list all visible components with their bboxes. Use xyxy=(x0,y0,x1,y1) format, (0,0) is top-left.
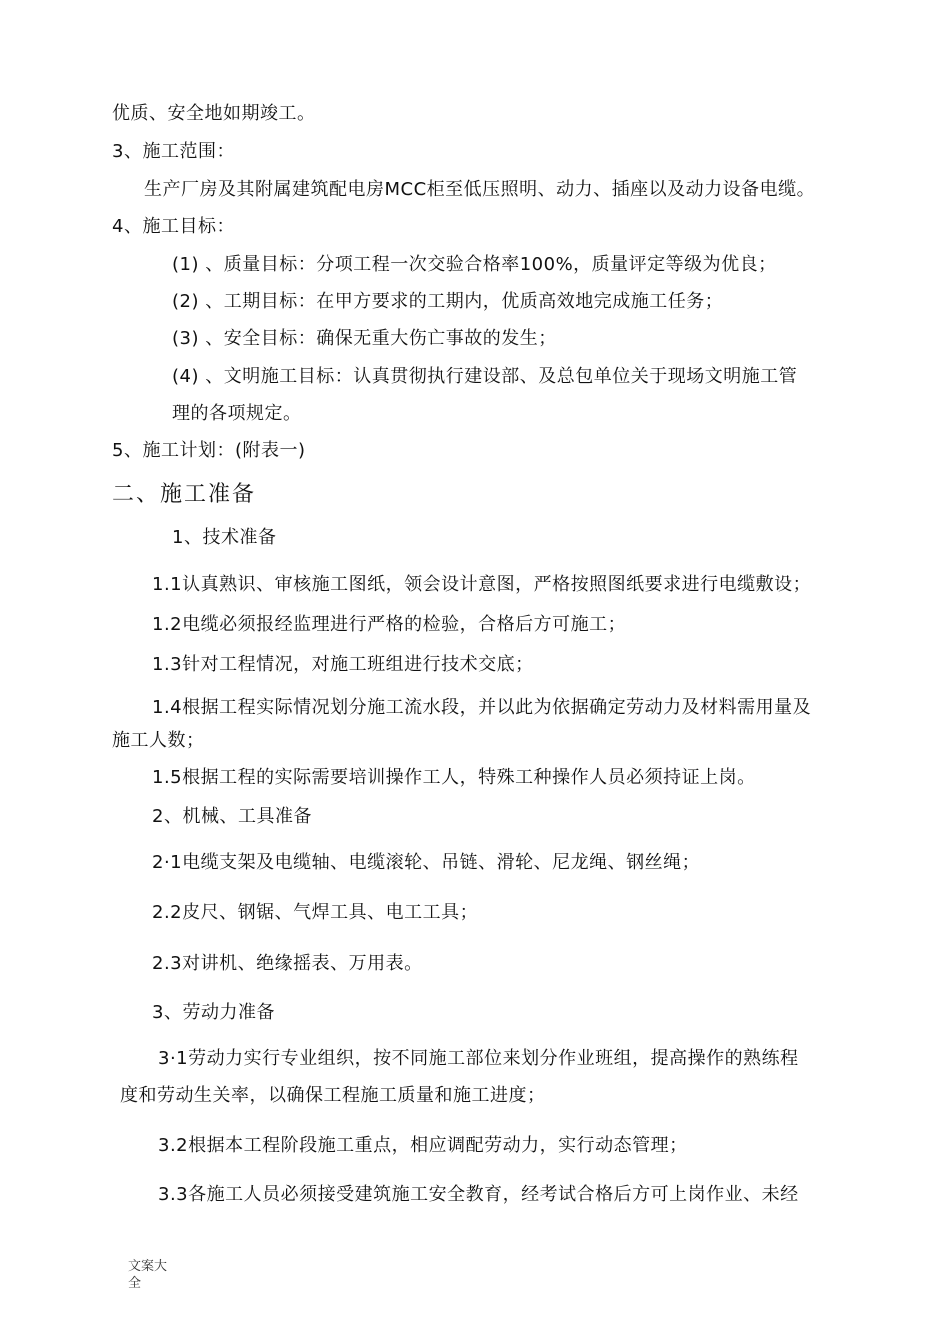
text-line: 2.2皮尺、钢锯、气焊工具、电工工具； xyxy=(152,902,479,923)
subsection-heading: 1、技术准备 xyxy=(172,527,277,548)
section-heading: 4、施工目标： xyxy=(112,216,235,237)
text-line: 3.3各施工人员必须接受建筑施工安全教育，经考试合格后方可上岗作业、未经 xyxy=(158,1184,799,1205)
text-line-continuation: 度和劳动生关率，以确保工程施工质量和施工进度； xyxy=(120,1085,546,1106)
text-line: 1.5根据工程的实际需要培训操作工人，特殊工种操作人员必须持证上岗。 xyxy=(152,767,756,788)
list-item: (3) 、安全目标：确保无重大伤亡事故的发生； xyxy=(172,328,557,349)
page-footer: 文案大全 xyxy=(128,1259,168,1291)
section-heading: 3、施工范围： xyxy=(112,141,235,162)
list-item-continuation: 理的各项规定。 xyxy=(172,403,302,424)
subsection-heading: 2、机械、工具准备 xyxy=(152,806,312,827)
text-line: 1.1认真熟识、审核施工图纸，领会设计意图，严格按照图纸要求进行电缆敷设； xyxy=(152,574,812,595)
text-line: 1.3针对工程情况，对施工班组进行技术交底； xyxy=(152,654,534,675)
text-line-continuation: 施工人数； xyxy=(112,730,205,751)
list-item: (1) 、质量目标：分项工程一次交验合格率100%，质量评定等级为优良； xyxy=(172,254,777,275)
section-heading: 5、施工计划：(附表一) xyxy=(112,440,306,461)
text-line: 1.4根据工程实际情况划分施工流水段，并以此为依据确定劳动力及材料需用量及 xyxy=(152,697,812,718)
text-line: 3.2根据本工程阶段施工重点，相应调配劳动力，实行动态管理； xyxy=(158,1135,688,1156)
chapter-heading: 二、施工准备 xyxy=(112,482,257,507)
text-line: 2.3对讲机、绝缘摇表、万用表。 xyxy=(152,953,423,974)
list-item: (4) 、文明施工目标：认真贯彻执行建设部、及总包单位关于现场文明施工管 xyxy=(172,366,798,387)
text-line: 1.2电缆必须报经监理进行严格的检验，合格后方可施工； xyxy=(152,614,627,635)
text-line: 生产厂房及其附属建筑配电房MCC柜至低压照明、动力、插座以及动力设备电缆。 xyxy=(144,179,816,200)
list-item: (2) 、工期目标：在甲方要求的工期内，优质高效地完成施工任务； xyxy=(172,291,724,312)
subsection-heading: 3、劳动力准备 xyxy=(152,1002,275,1023)
text-line: 2·1电缆支架及电缆轴、电缆滚轮、吊链、滑轮、尼龙绳、钢丝绳； xyxy=(152,852,701,873)
text-line: 优质、安全地如期竣工。 xyxy=(112,103,316,124)
text-line: 3·1劳动力实行专业组织，按不同施工部位来划分作业班组，提高操作的熟练程 xyxy=(158,1048,799,1069)
